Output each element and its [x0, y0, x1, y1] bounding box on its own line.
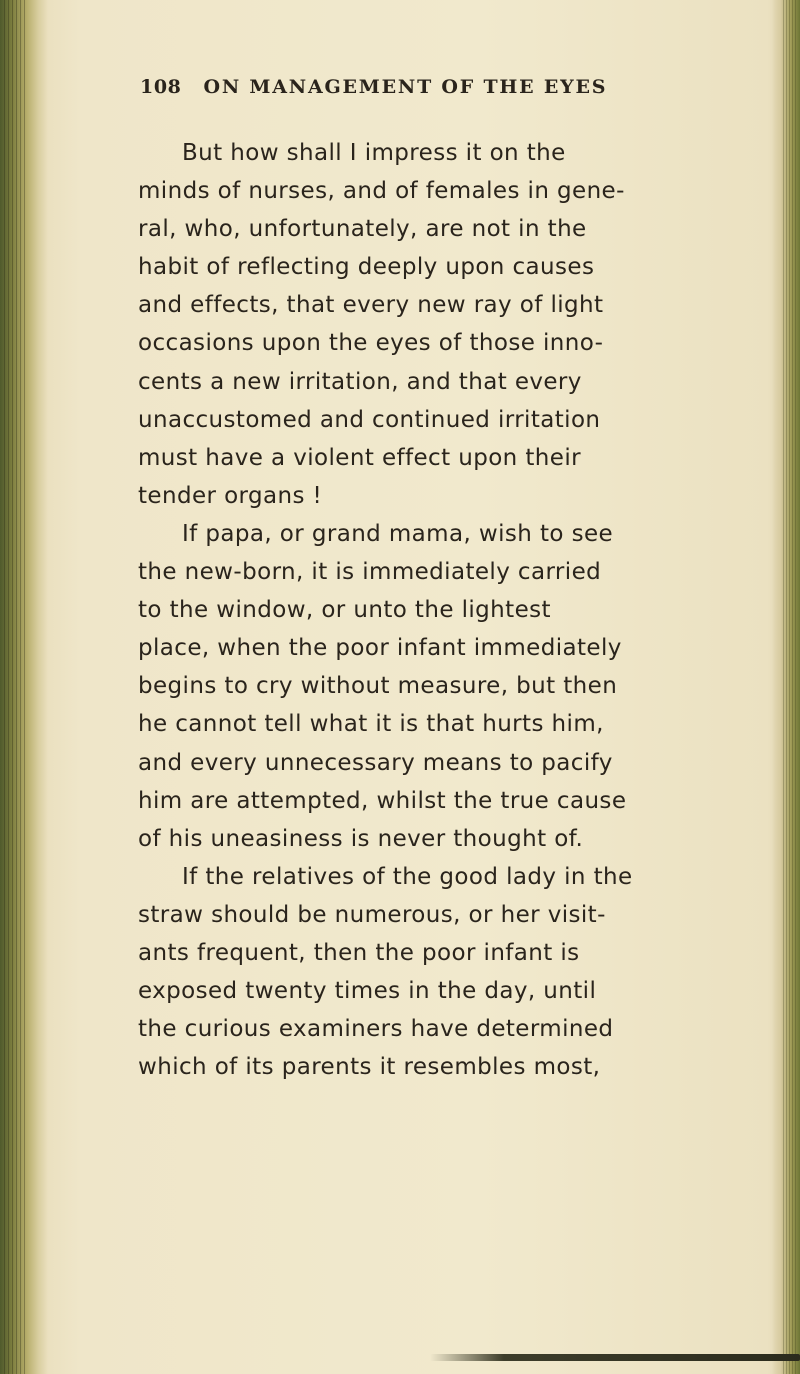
text-line: occasions upon the eyes of those inno- — [138, 330, 604, 357]
text-line: cents a new irritation, and that every — [138, 368, 582, 395]
page-stack-lines — [783, 0, 797, 1374]
text-line: must have a violent effect upon their — [138, 444, 581, 471]
text-line: If the relatives of the good lady in the — [182, 863, 633, 890]
text-line: straw should be numerous, or her visit- — [138, 901, 606, 928]
text-line: he cannot tell what it is that hurts him, — [138, 711, 604, 738]
text-line: which of its parents it resembles most, — [138, 1054, 601, 1081]
text-line: and effects, that every new ray of light — [138, 292, 604, 319]
text-line: exposed twenty times in the day, until — [138, 978, 597, 1005]
text-line: But how shall I impress it on the — [182, 140, 566, 166]
text-line: tender organs ! — [138, 482, 323, 509]
text-line: to the window, or unto the lightest — [138, 597, 551, 624]
text-line: minds of nurses, and of females in gene- — [138, 178, 625, 205]
bottom-page-edge — [430, 1354, 800, 1361]
running-head — [140, 76, 640, 102]
text-line: habit of reflecting deeply upon causes — [138, 254, 595, 281]
text-line: unaccustomed and continued irritation — [138, 406, 601, 433]
page-number: 108 — [140, 76, 182, 98]
text-line: ants frequent, then the poor infant is — [138, 939, 580, 966]
body-text — [138, 134, 718, 1086]
text-line: of his uneasiness is never thought of. — [138, 825, 584, 852]
running-title: ON MANAGEMENT OF THE EYES — [203, 76, 608, 98]
page-binding-edges — [4, 0, 26, 1374]
text-line: ral, who, unfortunately, are not in the — [138, 216, 587, 243]
text-line: place, when the poor infant immediately — [138, 635, 622, 662]
text-line: If papa, or grand mama, wish to see — [182, 520, 614, 547]
text-line: begins to cry without measure, but then — [138, 673, 618, 700]
text-line: him are attempted, whilst the true cause — [138, 787, 627, 814]
text-line: the curious examiners have determined — [138, 1016, 614, 1043]
text-line: and every unnecessary means to pacify — [138, 749, 613, 776]
text-line: the new-born, it is immediately carried — [138, 559, 602, 586]
